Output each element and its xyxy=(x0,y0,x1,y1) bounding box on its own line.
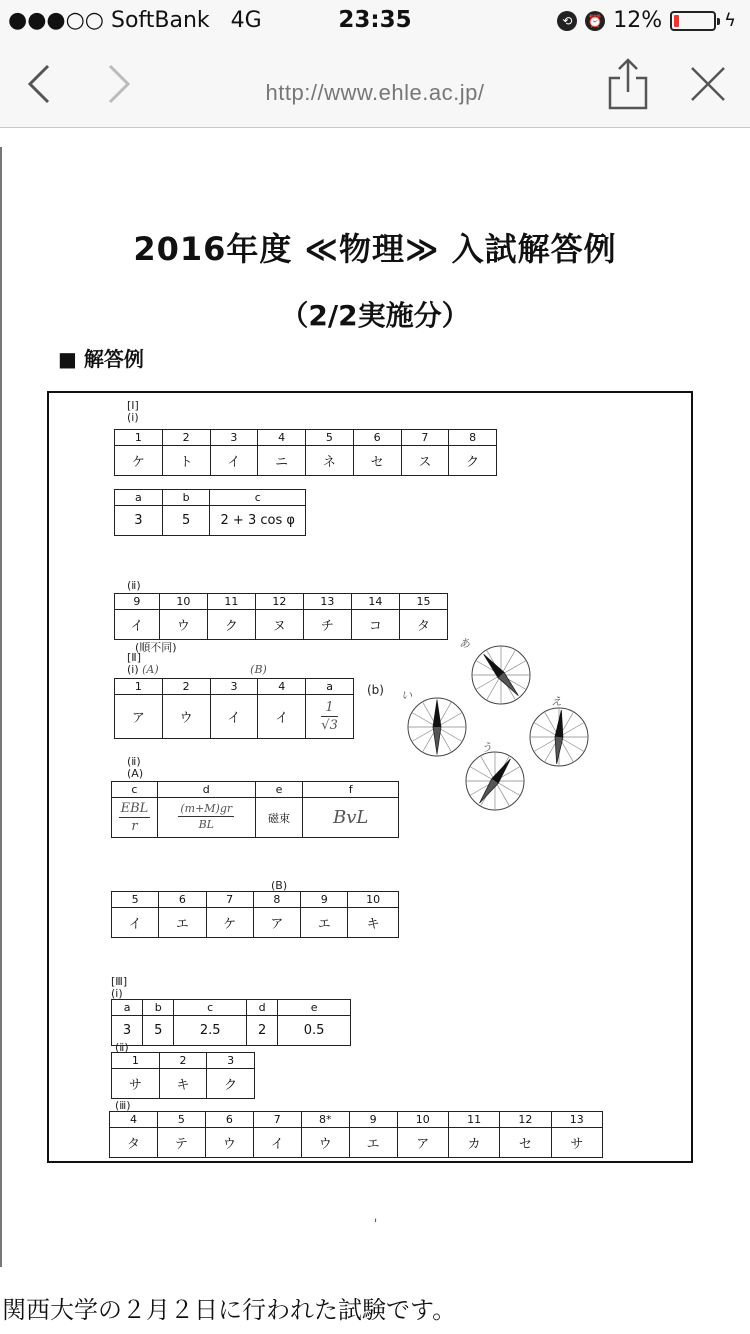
cell: エ xyxy=(301,908,348,938)
carrier-name: SoftBank xyxy=(110,8,210,33)
header-cell: 6 xyxy=(205,1112,253,1128)
cell: 0.5 xyxy=(278,1016,351,1046)
header-cell: 9 xyxy=(349,1112,397,1128)
header-cell: 3 xyxy=(207,1053,255,1069)
cell: イ xyxy=(253,1128,301,1158)
signal-dots: ●●●○○ xyxy=(8,8,104,33)
compass-needle-icon xyxy=(527,705,591,769)
b-label: (b) xyxy=(367,683,384,697)
header-cell: c xyxy=(112,782,158,798)
sec1-note: (順不同) xyxy=(135,641,177,654)
header-cell: b xyxy=(143,1000,174,1016)
cell: ア xyxy=(253,908,300,938)
cell: エ xyxy=(159,908,206,938)
cell-e: 磁束 xyxy=(255,798,303,838)
header-cell: 13 xyxy=(551,1112,602,1128)
sec2-sub-i: (ⅰ) xyxy=(127,663,139,676)
hand-note-b: (B) xyxy=(250,663,267,676)
header-cell: 11 xyxy=(207,594,255,610)
cell: ト xyxy=(162,446,210,476)
url-bar[interactable]: http://www.ehle.ac.jp/ xyxy=(265,80,485,105)
cell: タ xyxy=(110,1128,158,1158)
cell: ニ xyxy=(258,446,306,476)
compass-label: あ xyxy=(459,637,470,650)
header-cell: 9 xyxy=(301,892,348,908)
sec3-table-2 xyxy=(111,1052,255,1099)
header-cell: f xyxy=(303,782,399,798)
sec2-sub-A: (A) xyxy=(127,767,144,780)
cell: 3 xyxy=(115,506,163,536)
cell-f: BvL xyxy=(303,798,399,838)
cell: イ xyxy=(115,610,160,640)
cell: キ xyxy=(159,1069,207,1099)
cell: ウ xyxy=(301,1128,349,1158)
fraction-numerator: 1 xyxy=(321,701,338,717)
cell: イ xyxy=(210,695,258,739)
header-cell: a xyxy=(306,679,354,695)
sec2-table-2 xyxy=(111,781,399,838)
cell: ウ xyxy=(162,695,210,739)
charging-icon: ϟ xyxy=(724,10,736,31)
header-cell: 5 xyxy=(157,1112,205,1128)
cell: ウ xyxy=(205,1128,253,1158)
header-cell: 10 xyxy=(348,892,399,908)
header-cell: 2 xyxy=(162,679,210,695)
header-cell: 14 xyxy=(351,594,399,610)
cell: ヌ xyxy=(255,610,303,640)
cell: 5 xyxy=(162,506,210,536)
sec3-label: [Ⅲ] xyxy=(111,975,128,988)
header-cell: 10 xyxy=(397,1112,448,1128)
sec3-table-3 xyxy=(109,1111,603,1158)
browser-toolbar xyxy=(0,40,750,128)
cell: イ xyxy=(210,446,258,476)
cell: イ xyxy=(112,908,159,938)
caption-text: 関西大学の２月２日に行われた試験です。 xyxy=(2,1296,457,1324)
cell: ス xyxy=(401,446,449,476)
fraction-denominator: BL xyxy=(198,818,214,831)
fraction-denominator: r xyxy=(131,818,138,834)
cell: ク xyxy=(207,610,255,640)
compass-needle-icon xyxy=(463,749,527,813)
cell: カ xyxy=(448,1128,499,1158)
header-cell: 7 xyxy=(253,1112,301,1128)
header-cell: 1 xyxy=(115,430,163,446)
header-cell: 3 xyxy=(210,679,258,695)
compass-a xyxy=(459,637,533,711)
header-cell: 6 xyxy=(159,892,206,908)
header-cell: a xyxy=(112,1000,143,1016)
header-cell: 7 xyxy=(401,430,449,446)
sec2-table-1 xyxy=(114,678,354,739)
cell: サ xyxy=(551,1128,602,1158)
cell: セ xyxy=(500,1128,551,1158)
cell: 2 + 3 cos φ xyxy=(210,506,306,536)
share-icon xyxy=(606,56,650,112)
cell: テ xyxy=(157,1128,205,1158)
sec2-label: [Ⅱ] xyxy=(127,651,141,664)
header-cell: 4 xyxy=(258,430,306,446)
share-button[interactable] xyxy=(600,56,656,112)
sec1-sub-ii: (ⅱ) xyxy=(127,579,141,592)
sec2-sub-B: (B) xyxy=(271,879,288,892)
cell: ク xyxy=(449,446,497,476)
cell: ケ xyxy=(115,446,163,476)
sec1-label: [Ⅰ] xyxy=(127,399,139,412)
sec2-sub-ii: (ⅱ) xyxy=(127,755,141,768)
cell: ア xyxy=(397,1128,448,1158)
cell: ケ xyxy=(206,908,253,938)
header-cell: 10 xyxy=(159,594,207,610)
close-icon xyxy=(688,64,728,104)
compass-label: う xyxy=(481,741,492,754)
page-subtitle: （2/2実施分） xyxy=(280,299,470,332)
header-cell: b xyxy=(162,490,210,506)
sec1-table-3 xyxy=(114,593,448,640)
cell-c xyxy=(112,798,158,838)
header-cell: e xyxy=(278,1000,351,1016)
cell: 2 xyxy=(247,1016,278,1046)
battery-percent: 12% xyxy=(613,8,663,33)
header-cell: 12 xyxy=(255,594,303,610)
cell: ウ xyxy=(159,610,207,640)
compass-e xyxy=(527,695,591,773)
header-cell: 2 xyxy=(159,1053,207,1069)
sec1-table-1 xyxy=(114,429,497,476)
cell: ク xyxy=(207,1069,255,1099)
cell: セ xyxy=(353,446,401,476)
header-cell: a xyxy=(115,490,163,506)
cell: サ xyxy=(112,1069,160,1099)
cell: エ xyxy=(349,1128,397,1158)
sec3-sub-i: (ⅰ) xyxy=(111,987,123,1000)
header-cell: d xyxy=(247,1000,278,1016)
sec3-sub-ii: (ⅱ) xyxy=(115,1041,129,1054)
header-cell: 5 xyxy=(306,430,354,446)
header-cell: 11 xyxy=(448,1112,499,1128)
fraction-numerator: (m+M)gr xyxy=(180,802,233,815)
network-type: 4G xyxy=(230,8,262,33)
sec2-table-3 xyxy=(111,891,399,938)
document-page xyxy=(0,129,750,1269)
header-cell: c xyxy=(174,1000,247,1016)
page-title: 2016年度 ≪物理≫ 入試解答例 xyxy=(133,230,617,268)
header-cell: c xyxy=(210,490,306,506)
header-cell: 8 xyxy=(449,430,497,446)
cell: 3 xyxy=(112,1016,143,1046)
compass-needle-icon xyxy=(469,643,533,707)
header-cell: 12 xyxy=(500,1112,551,1128)
cell: ネ xyxy=(306,446,354,476)
answer-frame xyxy=(47,391,693,1163)
cell: イ xyxy=(258,695,306,739)
header-cell: 1 xyxy=(112,1053,160,1069)
rotation-lock-icon: ⟲ xyxy=(557,11,577,31)
header-cell: d xyxy=(157,782,255,798)
header-cell: 8 xyxy=(253,892,300,908)
cell: タ xyxy=(399,610,447,640)
header-cell: 6 xyxy=(353,430,401,446)
cell: ア xyxy=(115,695,163,739)
cell-d xyxy=(157,798,255,838)
battery-icon xyxy=(670,11,716,31)
compass-label: い xyxy=(401,689,412,702)
header-cell: 13 xyxy=(303,594,351,610)
close-button[interactable] xyxy=(680,56,736,112)
compass-label: え xyxy=(551,695,562,708)
cell: コ xyxy=(351,610,399,640)
header-cell: 15 xyxy=(399,594,447,610)
page-mark: ˈ xyxy=(374,1217,378,1231)
clock: 23:35 xyxy=(338,7,412,33)
hand-note-a: (A) xyxy=(142,663,159,676)
header-cell: 3 xyxy=(210,430,258,446)
header-cell: 4 xyxy=(258,679,306,695)
header-cell: 9 xyxy=(115,594,160,610)
sec3-sub-iii: (ⅲ) xyxy=(115,1099,131,1112)
cell: 5 xyxy=(143,1016,174,1046)
compass-i xyxy=(401,689,469,763)
header-cell: 2 xyxy=(162,430,210,446)
section-heading: ■ 解答例 xyxy=(58,347,144,371)
header-cell: 5 xyxy=(112,892,159,908)
fraction-denominator: √3 xyxy=(321,717,338,733)
compass-needle-icon xyxy=(405,695,469,759)
header-cell: 7 xyxy=(206,892,253,908)
cell: チ xyxy=(303,610,351,640)
cell-a-fraction xyxy=(306,695,354,739)
header-cell: e xyxy=(255,782,303,798)
header-cell: 1 xyxy=(115,679,163,695)
header-cell: 8* xyxy=(301,1112,349,1128)
compass-u xyxy=(463,741,527,817)
sec1-table-2 xyxy=(114,489,306,536)
alarm-icon: ⏰ xyxy=(585,11,605,31)
header-cell: 4 xyxy=(110,1112,158,1128)
sec1-sub-i: (ⅰ) xyxy=(127,411,139,424)
cell: 2.5 xyxy=(174,1016,247,1046)
sec3-table-1 xyxy=(111,999,351,1046)
cell: キ xyxy=(348,908,399,938)
status-bar xyxy=(0,0,750,40)
sec2-sub-i-row xyxy=(127,663,267,676)
fraction-numerator: EBL xyxy=(120,800,149,816)
